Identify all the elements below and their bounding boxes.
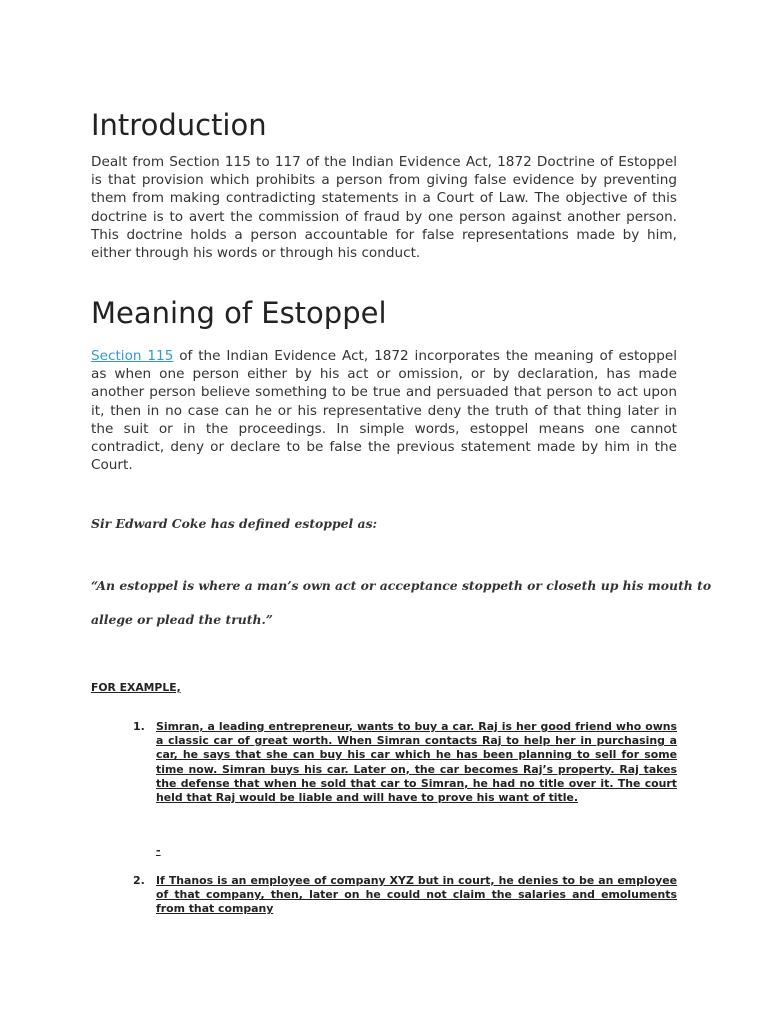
- example-text: If Thanos is an employee of company XYZ but in court, he denies to be an employee of that company, then, later on he could not claim the salaries and emoluments from that company: [156, 874, 677, 916]
- introduction-paragraph: Dealt from Section 115 to 117 of the Indian Evidence Act, 1872 Doctrine of Estoppel is that provision which prohibits a person from giving false evidence by preventing them from making contradicting statements in a Court of Law. The objective of this doctrine is to avert the commission of fraud by one person against another person. This doctrine holds a person accountable for false representations made by him, either through his words or through his conduct.: [91, 154, 677, 262]
- example-number: 2.: [133, 874, 145, 887]
- example-number: 1.: [133, 720, 145, 733]
- for-example-heading: FOR EXAMPLE,: [91, 681, 181, 694]
- estoppel-quote-line-2: allege or plead the truth.”: [91, 612, 273, 627]
- separator-dash: -: [156, 844, 161, 857]
- meaning-of-estoppel-heading: Meaning of Estoppel: [91, 296, 387, 330]
- estoppel-quote-line-1: “An estoppel is where a man’s own act or acceptance stoppeth or closeth up his mouth to: [91, 578, 712, 593]
- meaning-paragraph: [91, 347, 677, 474]
- section-115-link[interactable]: Section 115: [91, 348, 174, 364]
- introduction-heading: Introduction: [91, 108, 267, 142]
- example-text: Simran, a leading entrepreneur, wants to buy a car. Raj is her good friend who owns a classic car of great worth. When Simran contacts Raj to help her in purchasing a car, he says that she can buy his car which he has been planning to sell for some time now. Simran buys his car. Later on, the car becomes Raj’s property. Raj takes the defense that when he sold that car to Simran, he had no title over it. The court held that Raj would be liable and will have to prove his want of title.: [156, 720, 677, 805]
- meaning-paragraph-text: of the Indian Evidence Act, 1872 incorporates the meaning of estoppel as when one person either by his act or omission, or by declaration, has made another person believe something to be true and persuaded that person to act upon it, then in no case can he or his representative deny the truth of that thing later in the suit or in the proceedings. In simple words, estoppel means one cannot contradict, deny or declare to be false the previous statement made by him in the Court.: [91, 348, 677, 474]
- coke-definition-intro: Sir Edward Coke has defined estoppel as:: [91, 516, 378, 531]
